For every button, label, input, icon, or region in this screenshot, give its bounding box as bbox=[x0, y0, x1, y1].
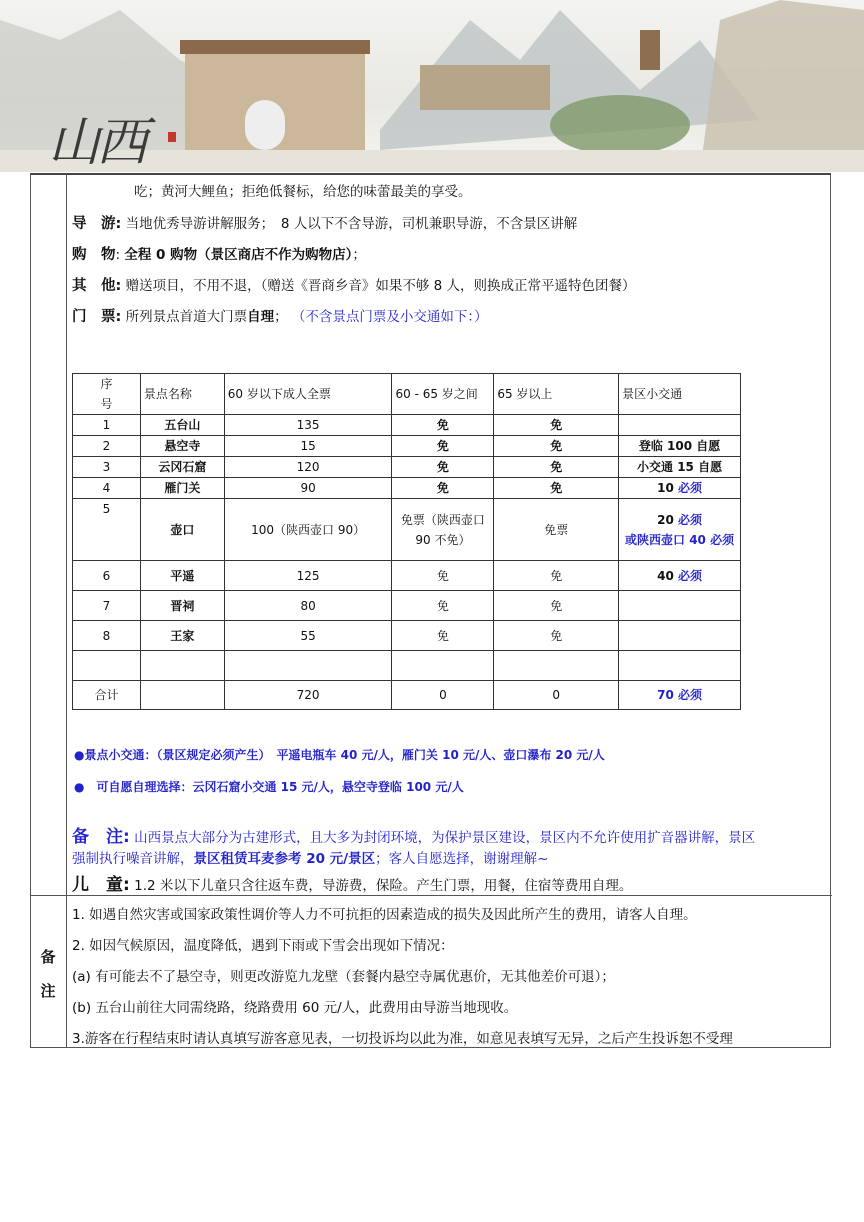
ticket-label: 门 票: bbox=[72, 309, 122, 325]
remark-line-1 bbox=[72, 822, 755, 847]
column-divider bbox=[66, 173, 67, 1048]
cell-name: 王家 bbox=[140, 621, 224, 651]
side-label-1: 备 bbox=[40, 948, 56, 966]
header-trans: 景区小交通 bbox=[619, 374, 741, 415]
other-line bbox=[72, 274, 636, 295]
remark-item: (a) 有可能去不了悬空寺，则更改游览九龙壁（套餐内悬空寺属优惠价，无其他差价可退）； bbox=[72, 969, 615, 985]
bullet-optional: ● 可自愿自理选择：云冈石窟小交通 15 元/人，悬空寺登临 100 元/人 bbox=[74, 780, 464, 794]
table-row bbox=[73, 591, 741, 621]
child-label: 儿 童: bbox=[72, 875, 130, 895]
ticket-table bbox=[72, 373, 741, 710]
row-divider bbox=[30, 895, 832, 896]
total-60-65: 0 bbox=[392, 681, 494, 710]
cell-no: 2 bbox=[73, 436, 141, 457]
cell-name: 壶口 bbox=[140, 499, 224, 561]
cell-trans bbox=[619, 621, 741, 651]
cell-name: 五台山 bbox=[140, 415, 224, 436]
cell-full: 135 bbox=[224, 415, 392, 436]
cell-no: 5 bbox=[73, 499, 141, 561]
ticket-text: 所列景点首道大门票 bbox=[125, 309, 248, 325]
remark-label: 备 注: bbox=[72, 827, 130, 847]
cell-60-65: 免 bbox=[392, 415, 494, 436]
cell-no: 1 bbox=[73, 415, 141, 436]
cell-trans bbox=[619, 561, 741, 591]
cell-trans bbox=[619, 436, 741, 457]
shopping-tail: ； bbox=[352, 247, 366, 263]
cell-trans bbox=[619, 499, 741, 561]
shanxi-logo: 山西 bbox=[48, 113, 145, 172]
trans-required: 必须 bbox=[678, 481, 703, 495]
remark-item: 3.游客在行程结束时请认真填写游客意见表，一切投诉均以此为准，如意见表填写无异，之后产生投诉恕不受理 bbox=[72, 1031, 733, 1047]
food-text: 吃；黄河大鲤鱼；拒绝低餐标，给您的味蕾最美的享受。 bbox=[134, 184, 472, 200]
trans-value: 小交通 15 自愿 bbox=[637, 460, 723, 474]
remarks-side-label bbox=[38, 940, 58, 1008]
cell-no: 6 bbox=[73, 561, 141, 591]
ticket-sep: ； bbox=[274, 309, 288, 325]
trans-value: 10 bbox=[657, 481, 678, 495]
cell-full: 120 bbox=[224, 457, 392, 478]
shopping-line: 购 物: 全程 0 购物（景区商店不作为购物店）； bbox=[72, 247, 366, 263]
cell-name: 晋祠 bbox=[140, 591, 224, 621]
remark-text-1: 山西景点大部分为古建形式，且大多为封闭环境，为保护景区建设，景区内不允许使用扩音器讲解，景区 bbox=[134, 830, 756, 846]
cell-full: 90 bbox=[224, 478, 392, 499]
red-seal bbox=[168, 132, 176, 142]
cell-full: 80 bbox=[224, 591, 392, 621]
cell-no: 4 bbox=[73, 478, 141, 499]
table-row-total bbox=[73, 681, 741, 710]
trans-required: 必须 bbox=[678, 568, 703, 583]
other-label: 其 他: bbox=[72, 278, 122, 294]
remark-line-2 bbox=[72, 847, 548, 867]
cell-60-65: 免 bbox=[392, 561, 494, 591]
cell-trans bbox=[619, 478, 741, 499]
cell-60-65: 免票（陕西壶口 90 不免） bbox=[392, 499, 494, 561]
ticket-line bbox=[72, 305, 488, 326]
total-full: 720 bbox=[224, 681, 392, 710]
cell-65: 免 bbox=[494, 415, 619, 436]
cell-65: 免 bbox=[494, 436, 619, 457]
cell-full: 55 bbox=[224, 621, 392, 651]
cell-65: 免 bbox=[494, 561, 619, 591]
header-65: 65 岁以上 bbox=[494, 374, 619, 415]
child-line bbox=[72, 870, 632, 895]
cell-name: 悬空寺 bbox=[140, 436, 224, 457]
cell-65: 免 bbox=[494, 591, 619, 621]
side-label-2: 注 bbox=[40, 982, 56, 1000]
cell-60-65: 免 bbox=[392, 436, 494, 457]
total-trans: 70 必须 bbox=[619, 681, 741, 710]
cell-60-65: 免 bbox=[392, 478, 494, 499]
cell-60-65: 免 bbox=[392, 591, 494, 621]
cell-full: 15 bbox=[224, 436, 392, 457]
guide-label: 导 游: bbox=[72, 216, 122, 232]
ticket-blue: （不含景点门票及小交通如下：） bbox=[291, 309, 488, 325]
header-name: 景点名称 bbox=[140, 374, 224, 415]
shanxi-banner bbox=[0, 0, 864, 172]
remark-text-2: 强制执行噪音讲解， bbox=[72, 851, 194, 867]
trans-required: 必须 bbox=[678, 512, 703, 527]
header-no: 序 号 bbox=[73, 374, 141, 415]
cell-name: 云冈石窟 bbox=[140, 457, 224, 478]
table-row bbox=[73, 561, 741, 591]
cell-name: 平遥 bbox=[140, 561, 224, 591]
remark-tail: ；客人自愿选择，谢谢理解~ bbox=[375, 851, 549, 867]
table-row bbox=[73, 499, 741, 561]
child-text: 1.2 米以下儿童只含往返车费，导游费，保险。产生门票，用餐，住宿等费用自理。 bbox=[134, 878, 633, 894]
cell-65: 免 bbox=[494, 478, 619, 499]
total-label: 合计 bbox=[73, 681, 141, 710]
trans-value: 20 bbox=[657, 512, 678, 527]
cell-trans bbox=[619, 457, 741, 478]
total-65: 0 bbox=[494, 681, 619, 710]
table-row bbox=[73, 621, 741, 651]
shopping-label: 购 物 bbox=[72, 247, 116, 263]
table-row bbox=[73, 436, 741, 457]
remark-item: (b) 五台山前往大同需绕路，绕路费用 60 元/人，此费用由导游当地现收。 bbox=[72, 1000, 518, 1016]
table-row-empty bbox=[73, 651, 741, 681]
cell-trans bbox=[619, 591, 741, 621]
table-row bbox=[73, 457, 741, 478]
trans-value: 40 bbox=[657, 568, 678, 583]
cell-full: 100（陕西壶口 90） bbox=[224, 499, 392, 561]
remark-item: 2. 如因气候原因，温度降低，遇到下雨或下雪会出现如下情况： bbox=[72, 938, 454, 954]
table-row bbox=[73, 478, 741, 499]
cell-full: 125 bbox=[224, 561, 392, 591]
cell-60-65: 免 bbox=[392, 621, 494, 651]
ticket-bold: 自理 bbox=[247, 309, 275, 325]
trans-extra: 或陕西壶口 40 必须 bbox=[625, 532, 735, 547]
remark-bold: 景区租赁耳麦参考 20 元/景区 bbox=[193, 851, 376, 867]
guide-text: 当地优秀导游讲解服务； 8 人以下不含导游，司机兼职导游，不含景区讲解 bbox=[125, 216, 578, 232]
cell-65: 免 bbox=[494, 457, 619, 478]
bullet-required-transport: ●景点小交通：（景区规定必须产生） 平遥电瓶车 40 元/人，雁门关 10 元/人、壶口瀑布 20 元/人 bbox=[74, 748, 605, 762]
remark-item: 1. 如遇自然灾害或国家政策性调价等人力不可抗拒的因素造成的损失及因此所产生的费用，请客人自理。 bbox=[72, 907, 697, 923]
cell-no: 7 bbox=[73, 591, 141, 621]
header-60-65: 60 - 65 岁之间 bbox=[392, 374, 494, 415]
table-row bbox=[73, 415, 741, 436]
cell-no: 8 bbox=[73, 621, 141, 651]
trans-value: 登临 100 自愿 bbox=[638, 439, 721, 453]
cell-trans bbox=[619, 415, 741, 436]
cell-65: 免 bbox=[494, 621, 619, 651]
cell-name: 雁门关 bbox=[140, 478, 224, 499]
table-header bbox=[73, 374, 741, 415]
cell-no: 3 bbox=[73, 457, 141, 478]
guide-line bbox=[72, 212, 577, 233]
cell-65: 免票 bbox=[494, 499, 619, 561]
cell-60-65: 免 bbox=[392, 457, 494, 478]
header-full: 60 岁以下成人全票 bbox=[224, 374, 392, 415]
other-text: 赠送项目，不用不退，（赠送《晋商乡音》如果不够 8 人，则换成正常平遥特色团餐） bbox=[125, 278, 636, 294]
shopping-text: 全程 0 购物（景区商店不作为购物店） bbox=[124, 247, 353, 263]
